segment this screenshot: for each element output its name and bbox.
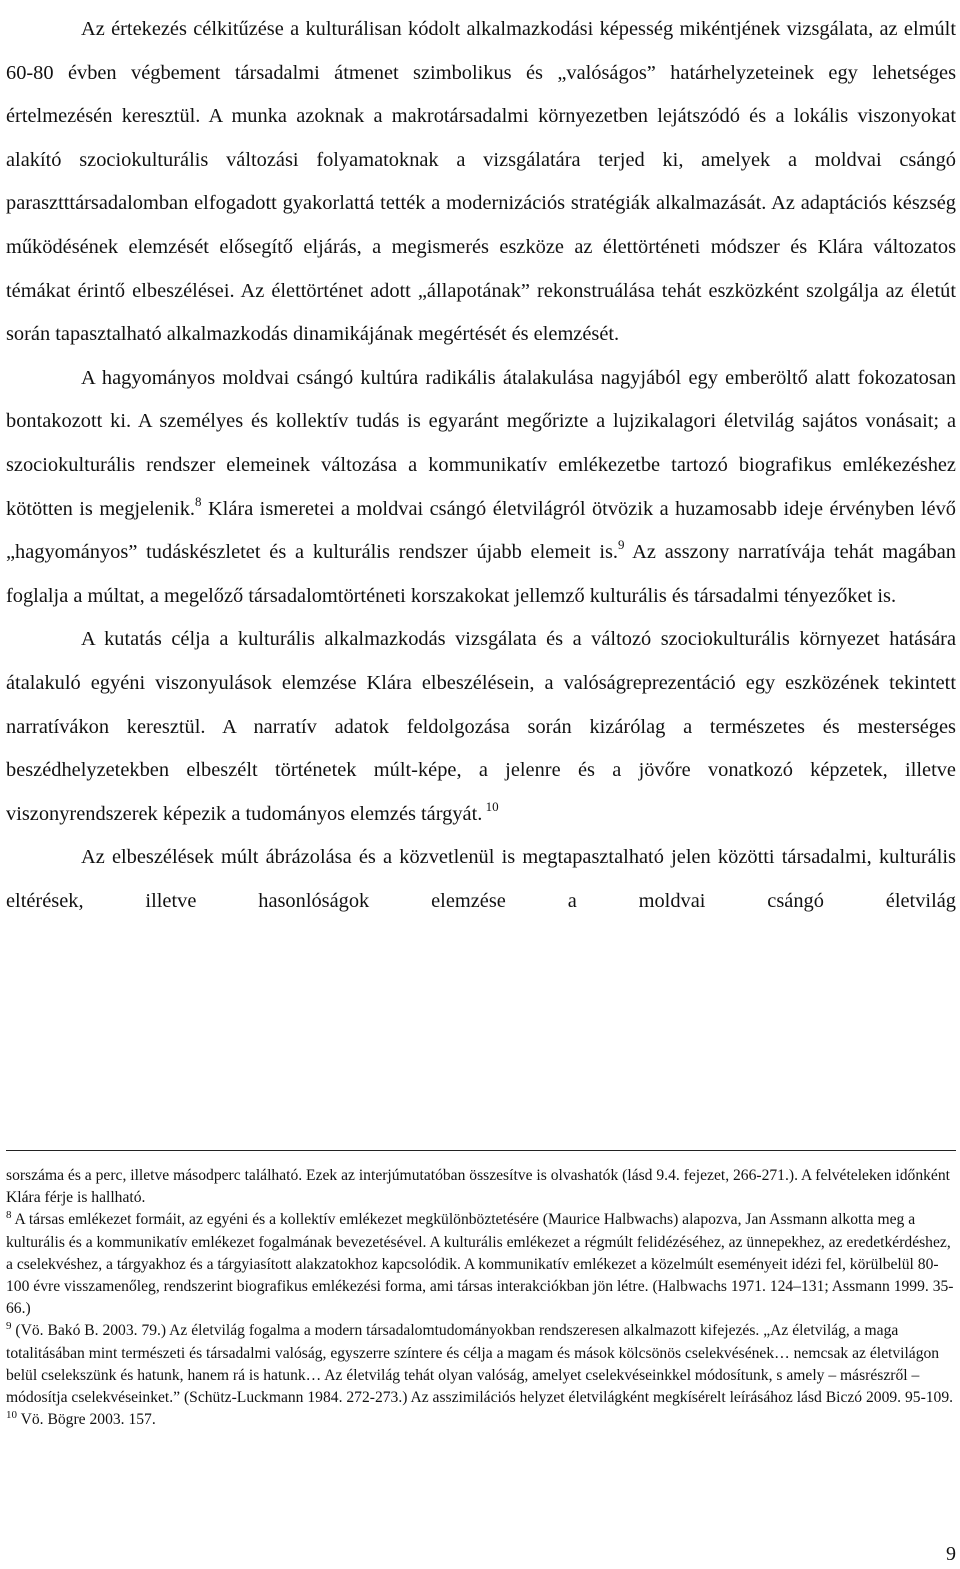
footnote-9 bbox=[6, 1320, 956, 1409]
main-text bbox=[6, 0, 956, 923]
footnote-10 bbox=[6, 1409, 956, 1431]
footnote-10-text: Vö. Bögre 2003. 157. bbox=[17, 1411, 156, 1429]
paragraph-3-text: A kutatás célja a kulturális alkalmazkodás vizsgálata és a változó szociokulturális környezet hatására átalakuló egyéni viszonyulások elemzése Klára elbeszélésein, a valóságreprezentáció egy eszközének tekintett narratívákon keresztül. A narratív adatok feldolgozása során kizárólag a természetes és mesterséges beszédhelyzetekben elbeszélt történetek múlt-képe, a jelenre és a jövőre vonatkozó képzetek, illetve viszonyrendszerek képezik a tudományos elemzés tárgyát. bbox=[6, 628, 956, 825]
footnote-9-text: (Vö. Bakó B. 2003. 79.) Az életvilág fogalma a modern társadalomtudományokban rendszeresen alkalmazott kifejezés. „Az életvilág, a maga totalitásában mint természeti és társadalmi valóság, egyszerre színtere és célja a magam és mások kölcsönös cselekvésének… nemcsak az életvilágon belül cselekszünk és hatunk, hanem rá is hatunk… Az életvilág tehát olyan valóság, amelyet cselekvéseinkkel módosítunk, s amely – másrészről – módosítja cselekvéseinket.” (Schütz-Luckmann 1984. 272-273.) Az asszimilációs helyzet életvilágként megkísérelt leírásához lásd Biczó 2009. 95-109. bbox=[6, 1322, 954, 1407]
footnote-8 bbox=[6, 1209, 956, 1320]
footnote-10-number: 10 bbox=[6, 1409, 17, 1422]
paragraph-1-text: Az értekezés célkitűzése a kulturálisan kódolt alkalmazkodási képesség mikéntjének vizsgálata, az elmúlt 60-80 évben végbement társadalmi átmenet szimbolikus és „valóságos” határhelyzeteinek egy lehetséges értelmezésén keresztül. A munka azoknak a makrotársadalmi környezetben lejátszódó és a lokális viszonyokat alakító szociokulturális változási folyamatoknak a vizsgálatára terjed ki, amelyek a moldvai csángó parasztttársadalomban elfogadott gyakorlattá tették a modernizációs stratégiák alkalmazását. Az adaptációs készség működésének elemzését elősegítő eljárás, a megismerés eszköze az élettörténeti módszer és Klára változatos témákat érintő elbeszélései. Az élettörténet adott „állapotának” rekonstruálása tehát eszközként szolgálja az életút során tapasztalható alkalmazkodás dinamikájának megértését és elemzését. bbox=[6, 18, 956, 346]
paragraph-2 bbox=[6, 357, 956, 619]
footnote-ref-8[interactable]: 8 bbox=[195, 493, 202, 509]
paragraph-2-text-c: Az asszony narratívája tehát magában foglalja a múltat, a megelőző társadalomtörténeti korszakokat jellemző kulturális és társadalmi tényezőket is. bbox=[6, 541, 956, 607]
footnote-ref-10[interactable]: 10 bbox=[482, 798, 499, 814]
paragraph-4-text: Az elbeszélések múlt ábrázolása és a közvetlenül is megtapasztalható jelen közötti társadalmi, kulturális eltérések, illetve hasonlóságok elemzése a moldvai csángó életvilág bbox=[6, 846, 956, 912]
footnote-ref-9[interactable]: 9 bbox=[618, 537, 625, 553]
footnotes bbox=[6, 1165, 956, 1431]
footnote-continued bbox=[6, 1165, 956, 1209]
paragraph-2-text-a: A hagyományos moldvai csángó kultúra radikális átalakulása nagyjából egy emberöltő alatt fokozatosan bontakozott ki. A személyes és kollektív tudás is egyaránt megőrizte a lujzikalagori életvilág sajátos vonásait; a szociokulturális rendszer elemeinek változása a kommunikatív emlékezetbe tartozó biografikus emlékezéshez kötötten is megjelenik. bbox=[6, 366, 956, 520]
paragraph-1 bbox=[6, 8, 956, 357]
paragraph-3 bbox=[6, 618, 956, 836]
footnote-separator bbox=[6, 1150, 956, 1151]
page-number: 9 bbox=[946, 1543, 956, 1565]
paragraph-4 bbox=[6, 836, 956, 923]
footnote-8-text: A társas emlékezet formáit, az egyéni és a kollektív emlékezet megkülönböztetésére (Maurice Halbwachs) alapozva, Jan Assmann alkotta meg a kulturális és a kommunikatív emlékezet fogalmának bevezetésével. A kulturális emlékezet a régmúlt felidézéséhez, az ünnepekhez, az eredetkérdéshez, a cselekvéshez, a tárgyakhoz és a tárgyiasított alakzatokhoz kapcsolódik. A kommunikatív emlékezet a közelmúlt eseményeit idézi fel, körülbelül 80-100 évre visszamenőleg, rendszerint biografikus emlékezési forma, ami társas interakciókban jön létre. (Halbwachs 1971. 124–131; Assmann 1999. 35-66.) bbox=[6, 1211, 954, 1318]
footnote-continued-text: sorszáma és a perc, illetve másodperc található. Ezek az interjúmutatóban összesítve is olvashatók (lásd 9.4. fejezet, 266-271.). A felvételeken időnként Klára férje is hallható. bbox=[6, 1167, 950, 1207]
footnote-9-number: 9 bbox=[6, 1320, 12, 1333]
paragraph-2-text-b: Klára ismeretei a moldvai csángó életvilágról ötvözik a huzamosabb ideje érvényben lévő „hagyományos” tudáskészletet és a kulturális rendszer újabb elemeit is. bbox=[6, 497, 956, 564]
footnote-8-number: 8 bbox=[6, 1209, 12, 1222]
